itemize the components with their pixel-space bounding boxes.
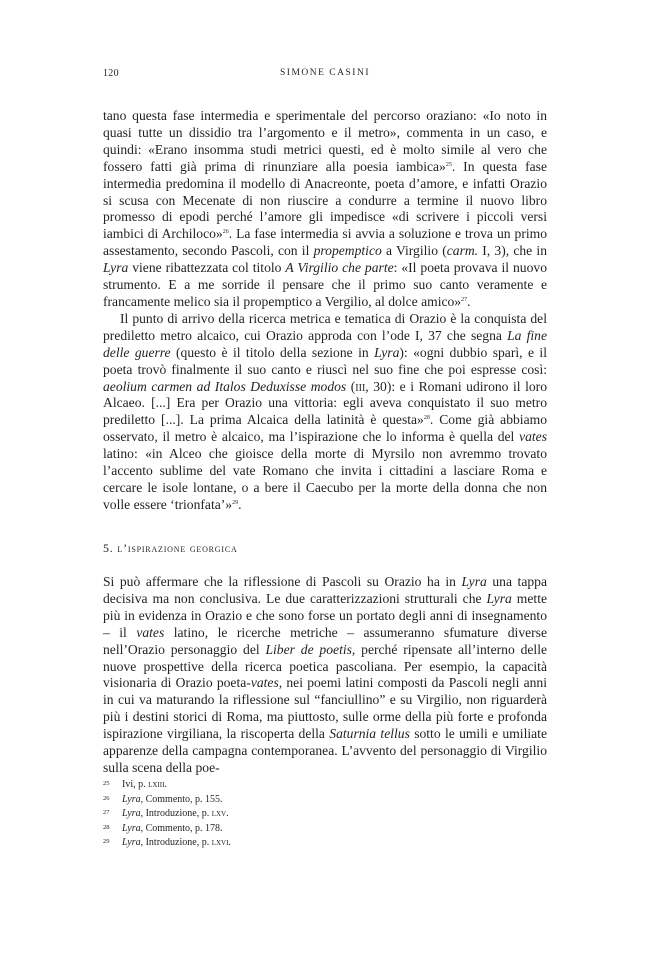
footnote-ref[interactable]: 29 — [232, 499, 239, 506]
page-header — [103, 68, 547, 82]
footnote-ref[interactable]: 26 — [222, 229, 229, 236]
footnote: 28 Lyra, Commento, p. 178. — [103, 822, 223, 834]
footnote: 29 Lyra, Introduzione, p. lxvi. — [103, 837, 231, 849]
body-text — [103, 108, 547, 514]
paragraph-2: Il punto di arrivo della ricerca metrica e tematica di Orazio è la conquista del prediletto metro alcaico, cui Orazio approda con l’ode I, 37 che segna La fine delle guerre (questo è il titolo della sezione in Lyra): «ogni dubbio sparì, e il poeta trovò finalmente il suo canto e riuscì nel suo fine che poi espresse così: aeolium carmen ad Italos Deduxisse modos (iii, 30): e i Romani udirono il loro Alcaeo. [...] Era per Orazio una vittoria: egli aveva conquistato il suo metro prediletto [...]. La prima Alcaica della latinità è questa»$^{28}$. Come già abbiamo osservato, il metro è alcaico, ma l’ispirazione che lo informa è quella del vates latino: «in Alceo che gioisce della morte di Myrsilo non avremmo trovato l’accento sublime del vate Romano che invita i cittadini a lasciare Roma e cercare le isole lontane, o a bere il Caecubo per la morte della donna che non volle essere ‘trionfata’»$^{29}$. — [103, 310, 547, 512]
footnotes — [103, 778, 547, 851]
footnote-ref[interactable]: 25 — [445, 161, 452, 168]
running-head: SIMONE CASINI — [280, 68, 370, 78]
footnote: 26 Lyra, Commento, p. 155. — [103, 793, 223, 805]
section-heading: 5. l’ispirazione georgica — [103, 541, 238, 555]
footnote: 27 Lyra, Introduzione, p. lxv. — [103, 808, 229, 820]
paragraph-3: Si può affermare che la riflessione di Pascoli su Orazio ha in Lyra una tappa decisiva ma non conclusiva. Le due caratterizzazioni strutturali che Lyra mette più in evidenza in Orazio e che sono forse un portato degli anni di insegnamento – il vates latino, le ricerche metriche – assumeranno sfumature diverse nell’Orazio personaggio del Liber de poetis, perché ripensate all’interno delle nuove prospettive della ricerca poetica pascoliana. Per esempio, la capacità visionaria di Orazio poeta-vates, nei poemi latini composti da Pascoli negli anni in cui va maturando la riflessione sul “fanciullino” e su Virgilio, non riguarderà più i destini storici di Roma, ma piuttosto, sulle orme della più forte e profonda ispirazione virgiliana, la riscoperta della Saturnia tellus sotto le umili e umiliate apparenze della campagna contemporanea. L’avvento del personaggio di Virgilio sulla scena della poe- — [103, 574, 548, 775]
footnote-ref[interactable]: 27 — [461, 296, 468, 303]
page-number: 120 — [103, 68, 119, 79]
body-text-section-5 — [103, 574, 547, 777]
paragraph-1: tano questa fase intermedia e sperimentale del percorso oraziano: «Io noto in quasi tutte un dissidio tra l’argomento e il metro», commenta in un caso, e quindi: «Erano insomma studi metrici questi, ed è molto simile al vero che fossero fatti già prima di rinunziare alla poesia iambica»$^{25}$. In questa fase intermedia predomina il modello di Anacreonte, poeta d’amore, e infatti Orazio si scusa con Mecenate di non riuscire a condurre a termine il nuovo libro promesso di epodi perché l’amore gli impedisce «di scrivere i piccoli versi iambici di Archiloco»$^{26}$. La fase intermedia si avvia a soluzione e trova un primo assestamento, secondo Pascoli, con il propemptico a Virgilio (carm. I, 3), che in Lyra viene ribattezzata col titolo A Virgilio che parte: «Il poeta provava il nuovo strumento. E a me sorride il pensare che il primo suo canto veramente e francamente melico sia il propemptico a Vergilio, al dolce amico»$^{27}$. — [103, 108, 548, 309]
footnote: 25 Ivi, p. lxiii. — [103, 779, 167, 790]
footnote-ref[interactable]: 28 — [423, 415, 430, 422]
